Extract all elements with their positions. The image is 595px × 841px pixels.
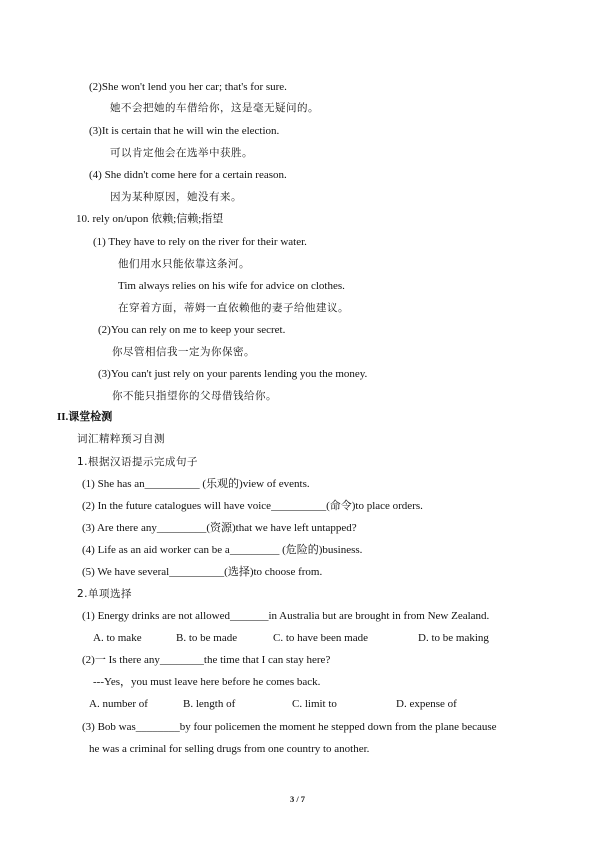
option-c: C. to have been made <box>273 632 368 644</box>
option-b: B. to be made <box>176 632 238 644</box>
section-subheading: 词汇精粹预习自测 <box>77 433 165 445</box>
example-translation: 在穿着方面，蒂姆一直依赖他的妻子给他建议。 <box>118 302 349 314</box>
example-sentence: (2)You can rely on me to keep your secret. <box>98 324 286 336</box>
option-c: C. limit to <box>292 698 337 710</box>
example-translation: 他们用水只能依靠这条河。 <box>118 258 250 270</box>
exercise-title: 2.单项选择 <box>77 588 133 600</box>
example-translation: 她不会把她的车借给你，这是毫无疑问的。 <box>110 102 319 114</box>
question-continuation: he was a criminal for selling drugs from one country to another. <box>89 743 370 755</box>
example-translation: 你尽管相信我一定为你保密。 <box>112 346 255 358</box>
fill-blank-item: (4) Life as an aid worker can be a_________ (危险的)business. <box>82 544 363 556</box>
example-sentence: (1) They have to rely on the river for their water. <box>93 236 307 248</box>
example-sentence: (3)It is certain that he will win the election. <box>89 125 280 137</box>
fill-blank-item: (3) Are there any_________(资源)that we have left untapped? <box>82 522 357 534</box>
vocab-heading: 10. rely on/upon 依赖;信赖;指望 <box>76 213 224 225</box>
example-sentence: (3)You can't just rely on your parents lending you the money. <box>98 368 368 380</box>
example-translation: 可以肯定他会在选举中获胜。 <box>110 147 253 159</box>
option-d: D. to be making <box>418 632 489 644</box>
example-translation: 因为某种原因，她没有来。 <box>110 191 242 203</box>
answer-options <box>0 697 595 711</box>
option-a: A. number of <box>89 698 148 710</box>
exercise-title: 1.根据汉语提示完成句子 <box>77 456 199 468</box>
section-heading: II.课堂检测 <box>57 411 113 423</box>
answer-options <box>0 631 595 645</box>
question: (1) Energy drinks are not allowed_______in Australia but are brought in from New Zealand. <box>82 610 490 622</box>
question: (2)一 Is there any________the time that I can stay here? <box>82 654 331 666</box>
fill-blank-item: (2) In the future catalogues will have voice__________(命令)to place orders. <box>82 500 423 512</box>
example-sentence: (4) She didn't come here for a certain reason. <box>89 169 287 181</box>
question-continuation: ---Yes，you must leave here before he comes back. <box>93 676 321 688</box>
question: (3) Bob was________by four policemen the moment he stepped down from the plane because <box>82 721 497 733</box>
page-number: 3 / 7 <box>289 794 306 804</box>
option-a: A. to make <box>93 632 142 644</box>
option-b: B. length of <box>183 698 236 710</box>
example-sentence: (2)She won't lend you her car; that's for sure. <box>89 81 287 93</box>
option-d: D. expense of <box>396 698 457 710</box>
example-translation: 你不能只指望你的父母借钱给你。 <box>112 390 277 402</box>
fill-blank-item: (1) She has an__________ (乐观的)view of events. <box>82 478 310 490</box>
example-sentence: Tim always relies on his wife for advice on clothes. <box>118 280 345 292</box>
fill-blank-item: (5) We have several__________(选择)to choose from. <box>82 566 323 578</box>
